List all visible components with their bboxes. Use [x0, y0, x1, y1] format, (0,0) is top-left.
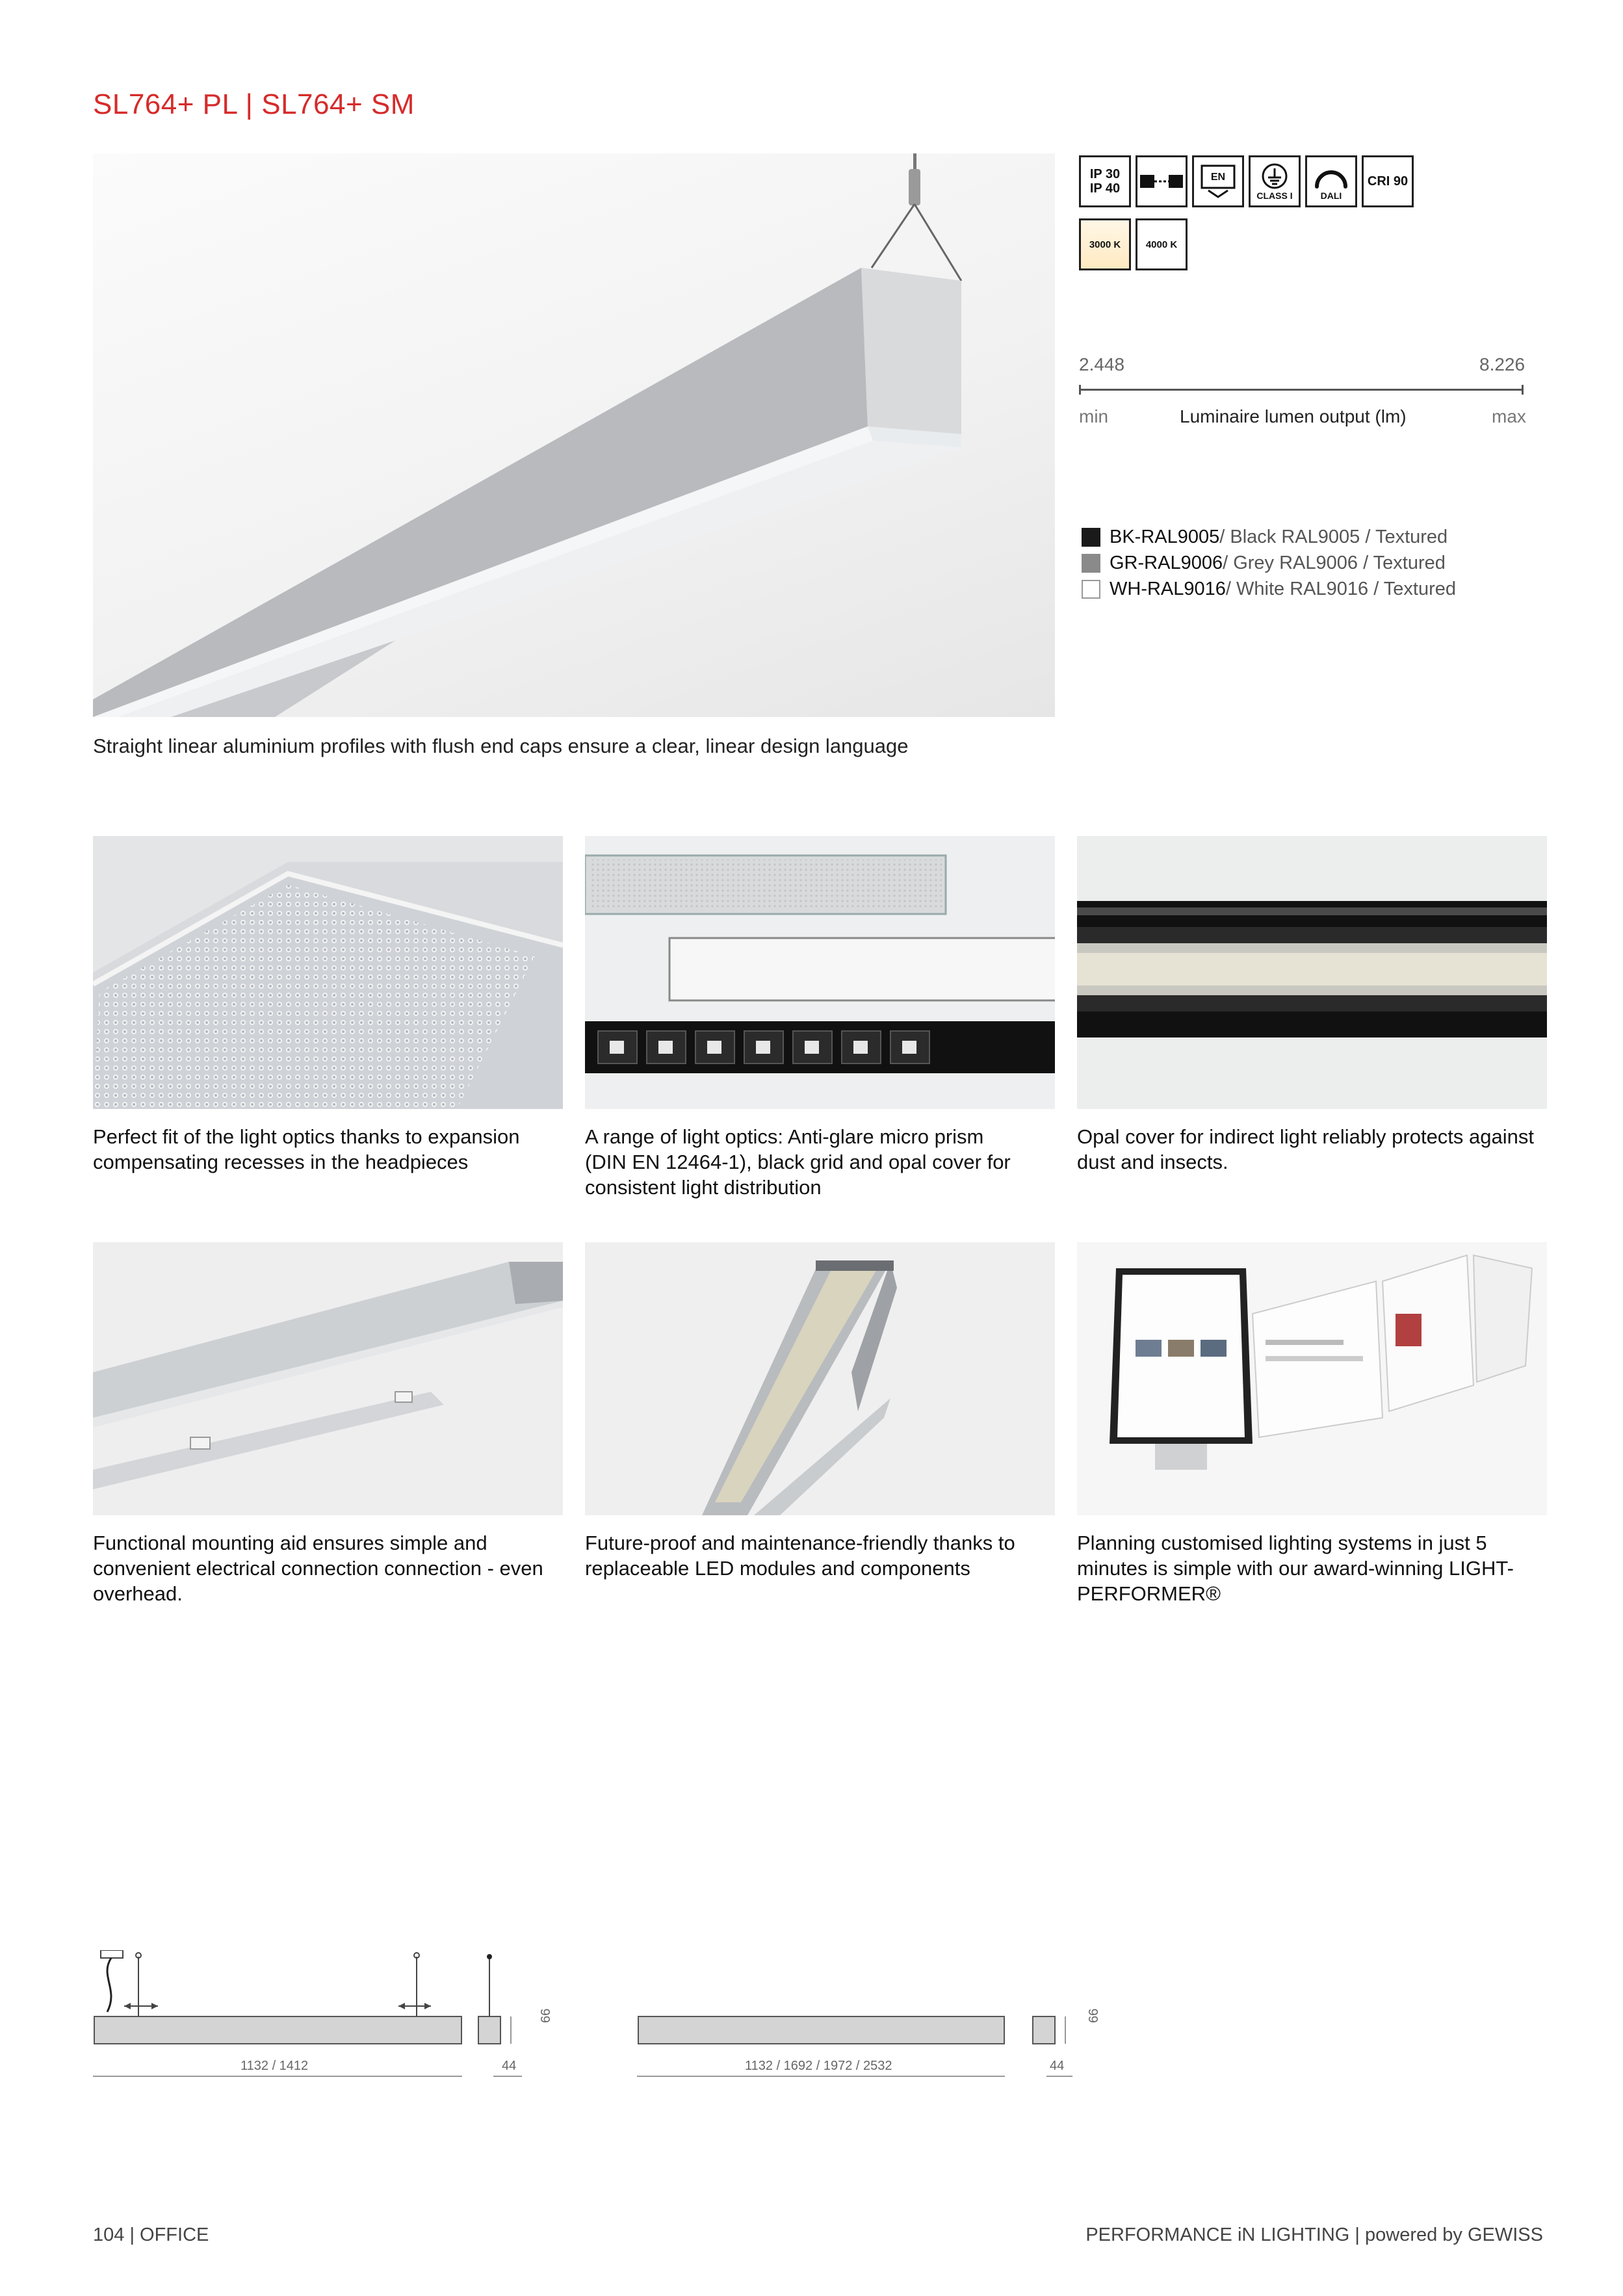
page-title: SL764+ PL | SL764+ SM — [93, 88, 415, 120]
sm-height-label: 66 — [1087, 2008, 1101, 2023]
black-swatch — [1082, 528, 1100, 547]
pl-width-label: 44 — [502, 2059, 517, 2073]
lumen-max-label: max — [1492, 406, 1526, 426]
feature-caption-1: Perfect fit of the light optics thanks to expansion compensating recesses in the headpieces — [93, 1125, 520, 1173]
lumen-scale-tick-min — [1079, 385, 1081, 395]
sm-length-label: 1132 / 1692 / 1972 / 2532 — [745, 2059, 892, 2073]
footer-page-section: 104 | OFFICE — [93, 2224, 209, 2245]
pl-height-label: 66 — [539, 2008, 553, 2023]
sm-width-label: 44 — [1050, 2059, 1065, 2073]
feature-image-headpiece — [93, 836, 563, 1109]
color-option-white: WH-RAL9016 / White RAL9016 / Textured — [1082, 579, 1456, 600]
lumen-min-value: 2.448 — [1079, 354, 1125, 374]
feature-image-optics — [585, 836, 1055, 1109]
feature-caption-2: A range of light optics: Anti-glare micro prism (DIN EN 12464-1), black grid and opal cover for consistent light distribution — [585, 1125, 1011, 1199]
feature-caption-6: Planning customised lighting systems in just 5 minutes is simple with our award-winning LIGHT-PERFORMER® — [1077, 1532, 1514, 1605]
lumen-scale-tick-max — [1522, 385, 1524, 395]
dali-label: DALI — [1320, 190, 1342, 201]
hero-caption: Straight linear aluminium profiles with flush end caps ensure a clear, linear design language — [93, 735, 909, 757]
en-label: EN — [1210, 172, 1226, 183]
pl-length-label: 1132 / 1412 — [240, 2059, 309, 2073]
footer-brand-tagline: PERFORMANCE iN LIGHTING | powered by GEWISS — [1085, 2224, 1543, 2245]
feature-image-mounting — [93, 1242, 563, 1515]
cct-3000k-badge: 3000 K — [1079, 218, 1131, 270]
feature-image-opal-cover — [1077, 836, 1547, 1109]
through-wiring-icon — [1136, 155, 1188, 207]
lumen-output-label: Luminaire lumen output (lm) — [1180, 406, 1407, 426]
lumen-scale-line — [1079, 389, 1524, 391]
feature-caption-3: Opal cover for indirect light reliably protects against dust and insects. — [1077, 1125, 1534, 1173]
white-swatch — [1082, 580, 1100, 599]
grey-swatch — [1082, 554, 1100, 573]
class-label: CLASS I — [1256, 190, 1293, 201]
cri-badge: CRI 90 — [1362, 155, 1414, 207]
protection-class-icon — [1249, 155, 1301, 207]
feature-image-led-modules — [585, 1242, 1055, 1515]
cct-4000k-badge: 4000 K — [1136, 218, 1188, 270]
feature-image-light-performer — [1077, 1242, 1547, 1515]
dali-dimming-icon — [1305, 155, 1357, 207]
surface-dimension-drawing — [637, 2009, 1105, 2087]
lumen-min-label: min — [1079, 406, 1109, 426]
feature-caption-4: Functional mounting aid ensures simple and convenient electrical connection connection - even overhead. — [93, 1532, 543, 1605]
hero-product-image — [93, 153, 1055, 717]
color-option-black: BK-RAL9005 / Black RAL9005 / Textured — [1082, 527, 1448, 548]
lumen-max-value: 8.226 — [1479, 354, 1526, 374]
color-option-grey: GR-RAL9006 / Grey RAL9006 / Textured — [1082, 553, 1446, 574]
en-test-icon — [1192, 155, 1244, 207]
feature-caption-5: Future-proof and maintenance-friendly thanks to replaceable LED modules and components — [585, 1532, 1015, 1580]
ip-rating-badge: IP 30 IP 40 — [1079, 155, 1131, 207]
